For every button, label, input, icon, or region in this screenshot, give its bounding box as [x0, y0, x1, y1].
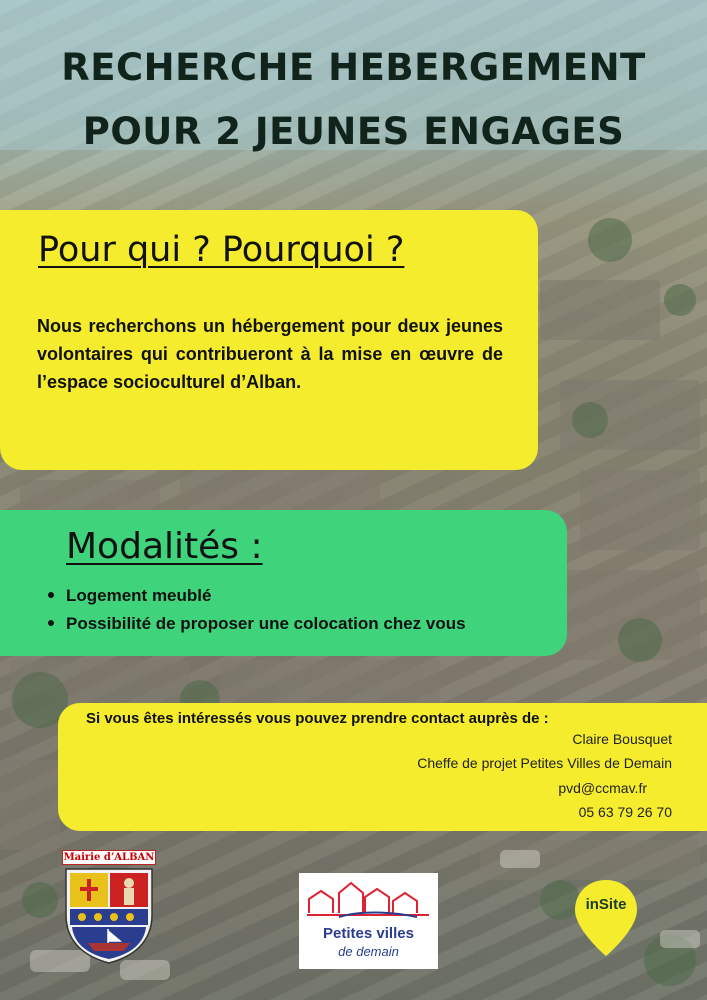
contact-phone[interactable]: 05 63 79 26 70 [578, 804, 672, 820]
bullet-icon [48, 592, 54, 598]
contact-name: Claire Bousquet [572, 731, 672, 747]
bullet-icon [48, 620, 54, 626]
why-text: Nous recherchons un hébergement pour deux jeunes volontaires qui contribueront à la mise en œuvre de l’espace socioculturel d’Alban. [37, 316, 503, 392]
mairie-alban-logo [62, 850, 156, 970]
contact-intro: Si vous êtes intéressés vous pouvez prendre contact auprès de : [86, 710, 549, 727]
contact-role: Cheffe de projet Petites Villes de Demain [417, 755, 672, 771]
pvd-title: Petites villes [323, 925, 414, 942]
list-item [48, 610, 466, 638]
list-item-text: Possibilité de proposer une colocation chez vous [66, 614, 466, 633]
mairie-label: Mairie d’ALBAN [63, 852, 155, 863]
why-heading: Pour qui ? Pourquoi ? [38, 230, 405, 270]
list-item-text: Logement meublé [66, 586, 212, 605]
poster-title-line2: POUR 2 JEUNES ENGAGES [82, 110, 625, 153]
insite-logo [573, 878, 639, 958]
town-outline-icon [299, 873, 438, 923]
petites-villes-de-demain-logo [299, 873, 438, 969]
map-pin-icon [573, 878, 639, 958]
poster-title-line1: RECHERCHE HEBERGEMENT [61, 46, 646, 89]
insite-label: inSite [585, 896, 627, 913]
conditions-heading: Modalités : [66, 526, 263, 567]
conditions-list [48, 582, 466, 638]
list-item [48, 582, 466, 610]
coat-of-arms-icon [62, 865, 156, 965]
contact-email[interactable]: pvd@ccmav.fr [558, 780, 647, 796]
pvd-subtitle: de demain [338, 944, 399, 959]
